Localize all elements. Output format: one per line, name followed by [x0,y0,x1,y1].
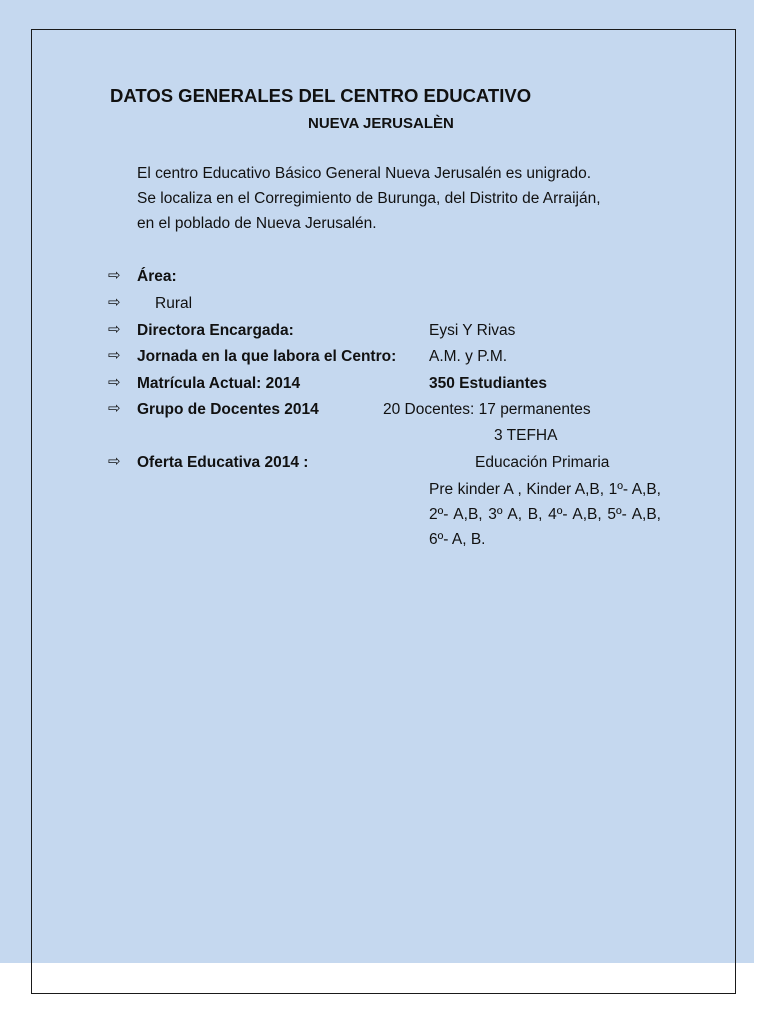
right-arrow-outline-icon: ⇨ [108,321,121,338]
schedule-label: Jornada en la que labora el Centro: [137,348,397,365]
area-value: Rural [155,295,193,312]
document-title: DATOS GENERALES DEL CENTRO EDUCATIVO [110,85,532,106]
right-arrow-outline-icon: ⇨ [108,453,121,470]
intro-line-1: El centro Educativo Básico General Nueva Jerusalén es unigrado. [137,165,592,182]
document-subtitle: NUEVA JERUSALÈN [308,115,454,132]
right-arrow-outline-icon: ⇨ [108,400,121,417]
offer-value: Educación Primaria [475,454,610,471]
right-arrow-outline-icon: ⇨ [108,267,121,284]
offer-label: Oferta Educativa 2014 : [137,454,309,471]
right-arrow-outline-icon: ⇨ [108,294,121,311]
enrollment-label: Matrícula Actual: 2014 [137,375,301,392]
director-value: Eysi Y Rivas [429,322,516,339]
area-label: Área: [137,268,177,285]
intro-line-2: Se localiza en el Corregimiento de Burunga, del Distrito de Arraiján, [137,190,601,207]
teachers-value-tefha: 3 TEFHA [494,427,558,444]
schedule-value: A.M. y P.M. [429,348,508,365]
offer-grades: Pre kinder A , Kinder A,B, 1º- A,B, 2º- A,B, 3º A, B, 4º- A,B, 5º- A,B, 6º- A, B. [429,481,661,548]
right-arrow-outline-icon: ⇨ [108,347,121,364]
right-arrow-outline-icon: ⇨ [108,374,121,391]
director-label: Directora Encargada: [137,322,294,339]
intro-line-3: en el poblado de Nueva Jerusalén. [137,215,377,232]
teachers-label: Grupo de Docentes 2014 [137,401,319,418]
enrollment-value: 350 Estudiantes [429,375,548,392]
teachers-value: 20 Docentes: 17 permanentes [383,401,591,418]
